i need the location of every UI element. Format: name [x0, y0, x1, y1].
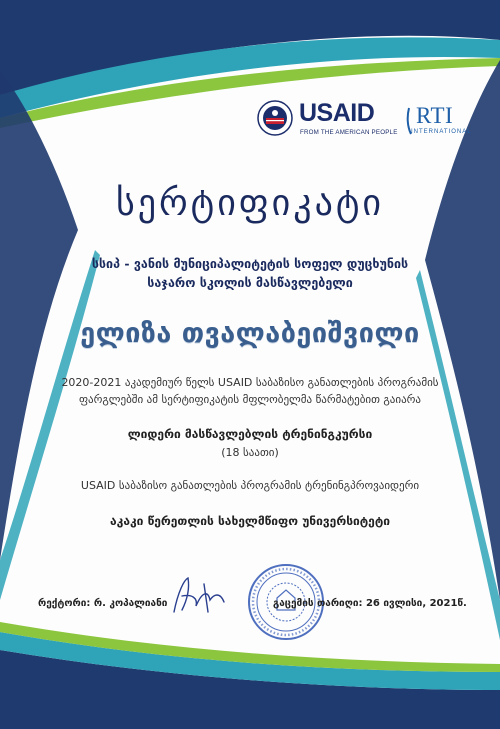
issue-date: გაცემის თარიღი: 26 ივლისი, 2021წ.: [273, 598, 467, 609]
rti-wordmark: RTI: [416, 103, 454, 128]
body-line-1: 2020-2021 აკადემიურ წელს USAID საბაზისო განათლების პროგრამის: [61, 376, 439, 389]
rector-label: რექტორი: რ. კოპალიანი: [38, 598, 168, 609]
school-line-1: სსიპ - ვანის მუნიციპალიტეტის სოფელ დუცხუნის: [91, 256, 409, 271]
sponsor-logos: [255, 98, 480, 142]
body-line-2: ფარგლებში ამ სერტიფიკატის მფლობელმა წარმატებით გაიარა: [78, 393, 422, 406]
certificate-title: სერტიფიკატი: [115, 183, 385, 224]
usaid-tagline: FROM THE AMERICAN PEOPLE: [300, 129, 398, 136]
provider-line: USAID საბაზისო განათლების პროგრამის ტრენინგპროვაიდერი: [80, 479, 420, 492]
rector-signature: [168, 572, 238, 620]
course-hours: (18 საათი): [221, 446, 279, 459]
usaid-wordmark: USAID: [299, 99, 375, 127]
recipient-name: ელიზა თვალაბეიშვილი: [80, 318, 420, 349]
rti-subtitle: INTERNATIONAL: [411, 129, 472, 135]
school-line-2: საჯარო სკოლის მასწავლებელი: [147, 275, 353, 290]
university-name: აკაკი წერეთლის სახელმწიფო უნივერსიტეტი: [110, 514, 390, 528]
usaid-seal-icon: [257, 100, 293, 136]
course-title: ლიდერი მასწავლებლის ტრენინგკურსი: [127, 427, 373, 441]
